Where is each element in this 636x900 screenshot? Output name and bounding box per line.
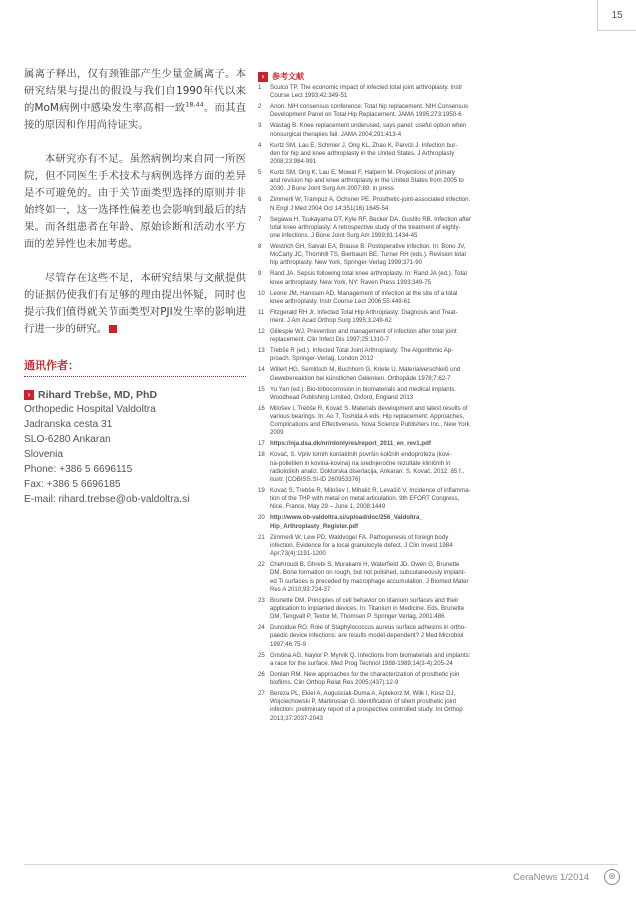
reference-item — [258, 290, 614, 306]
reference-item — [258, 386, 614, 402]
reference-link[interactable]: http://www.ob-valdoltra.si/upload/doc/256_Valdoltra_ Hip_Arthroplasty_Register.pdf — [270, 514, 423, 530]
reference-item — [258, 216, 614, 241]
reference-number: 6 — [258, 196, 262, 204]
reference-number: 21 — [258, 533, 265, 541]
body-paragraph-3: 尽管存在这些不足，本研究结果与文献提供的证据仍使我们有足够的理由提出怀疑，同时也提示我们值得就关节面类型对PJI发生率的影响进行进一步的研究。 — [24, 272, 246, 335]
reference-number: 7 — [258, 215, 262, 223]
reference-number: 19 — [258, 487, 265, 495]
author-street: Jadranska cesta 31 — [24, 419, 113, 430]
reference-number: 27 — [258, 689, 265, 697]
reference-item — [258, 328, 614, 344]
reference-text: Fitzgerald RH Jr. Infected Total Hip Arthroplasty: Diagnosis and Treat- ment. J Am Acad Orthop Surg 1995;3:249-62 — [270, 308, 458, 325]
reference-number: 18 — [258, 451, 265, 459]
reference-text: Westrich GH, Salvati EA, Brause B. Postoperative infection. In: Bono JV, McCarty JC, Thornhill TS, Bierbaum BE, Turner RH (eds.). Revision total hip arthroplasty. New York, Springer-Verlag 1999;371-90 — [270, 243, 466, 267]
reference-text: Anon. NIH consensus conference: Total hip replacement. NIH Consensus Development Panel on Total Hip Replacement. JAMA 1995;273:1950-6 — [270, 103, 469, 119]
author-country: Slovenia — [24, 449, 64, 460]
reference-number: 4 — [258, 141, 262, 149]
author-institution: Orthopedic Hospital Valdoltra — [24, 404, 156, 415]
reference-number: 22 — [258, 561, 265, 569]
reference-item[interactable] — [258, 440, 614, 448]
reference-item[interactable] — [258, 514, 614, 530]
reference-text: Yu Yan (ed.). Bio-tribocorrosion in biomaterials and medical implants. Woodhead Publishing Limited, Oxford, England 2013 — [270, 385, 457, 401]
reference-text: Trebše R (ed.). Infected Total Joint Arthroplasty: The Algorithmic Ap- proach. Springer-Verlag, London 2012 — [270, 347, 454, 363]
reference-item — [258, 652, 614, 668]
reference-number: 9 — [258, 270, 262, 278]
reference-item — [258, 451, 614, 484]
reference-number: 12 — [258, 328, 265, 336]
reference-text: Sculco TP. The economic impact of infected total joint arthroplasty. Instr Course Lect 1993;42:349-51 — [270, 84, 463, 100]
reference-number: 24 — [258, 624, 265, 632]
reference-item — [258, 196, 614, 212]
reference-item — [258, 690, 614, 723]
corresponding-author-heading: 通讯作者： — [24, 359, 79, 372]
reference-item — [258, 624, 614, 649]
reference-number: 20 — [258, 514, 265, 522]
author-email: E-mail: rihard.trebse@ob-valdoltra.si — [24, 494, 190, 505]
reference-number: 23 — [258, 596, 265, 604]
reference-number: 17 — [258, 440, 265, 448]
reference-text: Chehroudi B, Ghrebi S, Murakami H, Waterfield JD, Owen G, Brunette DM. Bone formation on rough, but not polished, subcutaneously implant- ed Ti surfaces is preceded by macrophage accumulation. J Biomed Mater Res A 2010;93:724-37 — [270, 561, 469, 593]
reference-item — [258, 103, 614, 119]
footer-divider — [24, 864, 618, 865]
reference-item — [258, 561, 614, 594]
citation-superscript: 18,44 — [185, 100, 204, 109]
body-paragraph-1: 属离子释出，仅有颈锥部产生少量金属离子。本研究结果与提出的假设与我们自1990年代以来的MoM病例中感染发生率高相一致$^{18,44}$。而其直接的原因和作用尚待证实。 — [24, 68, 246, 131]
reference-text: Bereza PL, Ekiel A, Auguściak-Duma A, Aptekorz M, Wilk I, Kusz DJ, Wojciechowski P, Martirosian G. Identification of silent prosthetic joint infection: preliminary report of a prospective controlled study. Int Orthop 2013;37:2037-2043 — [270, 689, 463, 722]
author-divider — [24, 376, 246, 377]
reference-item — [258, 142, 614, 167]
reference-number: 1 — [258, 84, 262, 91]
author-name-line — [24, 387, 246, 402]
end-of-article-mark — [109, 325, 117, 333]
reference-item — [258, 270, 614, 286]
reference-text: Rand JA. Sepsis following total knee arthroplasty. In: Rand JA (ed.). Total knee arthroplasty. New York, NY: Raven Press 1993;349-75 — [270, 270, 467, 286]
reference-number: 13 — [258, 347, 265, 355]
references-title: 参考文献 — [272, 72, 304, 81]
reference-number: 14 — [258, 366, 265, 374]
reference-link[interactable]: https://nja.dsa.dk/nr/rdonlyres/report_2011_en_rev1.pdf — [270, 440, 431, 448]
reference-text: Dunoidue RO. Role of Staphylococcus aureus surface adhesins in ortho- paedic device infections: are results model-dependent? J Med Microbiol 1997;46:75-9 — [270, 624, 467, 648]
footer-journal-issue: CeraNews 1/2014 — [513, 872, 590, 883]
reference-number: 11 — [258, 308, 265, 316]
reference-number: 16 — [258, 404, 265, 412]
reference-item — [258, 671, 614, 687]
arrow-right-icon: › — [258, 72, 268, 82]
references-list — [258, 84, 614, 726]
reference-item — [258, 366, 614, 382]
reference-number: 5 — [258, 169, 262, 177]
reference-item — [258, 84, 614, 100]
arrow-right-icon: › — [24, 390, 34, 400]
author-phone: Phone: +386 5 6696115 — [24, 464, 133, 475]
reference-text: Kovač S, Trebše R, Milošev I, Mihalič R, Levašič V. Incidence of inflamma- tion of the THP with metal on metal articulation. 9th EFORT Congress, Nice, France, May 29 – June 1, 2008:1449 — [270, 487, 471, 511]
reference-item — [258, 347, 614, 363]
author-city: SLO-6280 Ankaran — [24, 434, 111, 445]
reference-number: 26 — [258, 670, 265, 678]
reference-item — [258, 487, 614, 512]
reference-text: Segawa H, Tsukayama DT, Kyle RF, Becker DA, Gustilo RB. Infection after total knee arthroplasty: A retrospective study of the treatment of eighty- one infections. J Bone Joint Surg Am 1999;81:1434-45 — [270, 215, 472, 240]
reference-text: Kurtz SM, Lau E, Schmier J, Ong KL, Zhao K, Parvizi J. Infection bur- den for hip and knee arthroplasty in the United States. J Arthroplasty 2008;23:984-991 — [270, 141, 458, 166]
reference-text: Zimmerli W, Trampuz A, Ochsner PE. Prosthetic-joint-associated infection. N Engl J Med 2004 Oct 14;351(16):1645-54 — [270, 196, 471, 212]
reference-text: Brunette DM. Principles of cell behavior on titanium surfaces and their application to implanted devices. In: Titanium in Medicine. Eds. Brunette DM, Tengvall P, Textor M, Thomsen P. Springer Verlag, 2001:486 — [270, 596, 465, 621]
reference-text: Gristina AG, Naylor P, Myrvik Q. Infections from biomaterials and implants: a race for the surface. Med Prog Technol 1988-1989;14(3-4):205-24 — [270, 651, 471, 667]
reference-number: 10 — [258, 289, 265, 297]
reference-number: 8 — [258, 243, 262, 251]
reference-text: Donlan RM. New approaches for the characterization of prosthetic join biofilms. Clin Orthop Relat Res 2005;(437):12-9 — [270, 670, 460, 686]
reference-text: Zimmerli W, Lew PD, Waldvogel FA. Pathogenesis of foreign body infection. Evidence for a local granulocyte defect. J Clin Invest 1984 Apr;73(4):1191-1200 — [270, 533, 453, 558]
body-paragraph-2: 本研究亦有不足。虽然病例均来自同一所医院，但不同医生手术技术与病例选择方面的差异是不可避免的。由于关节面类型选择的原则并非始终如一，这一选择性偏差也会影响到最后的结果。而各组患者在年龄、原始诊断和活动水平方面的差异性也未加考虑。 — [24, 153, 246, 250]
reference-item — [258, 243, 614, 268]
reference-item — [258, 405, 614, 438]
reference-item — [258, 597, 614, 622]
reference-item — [258, 122, 614, 138]
page-number: 15 — [597, 0, 636, 31]
reference-number: 2 — [258, 103, 262, 111]
reference-item — [258, 169, 614, 194]
reference-text: Wastag B. Knee replacement underused, says panel: useful option when nonsurgical therapies fail. JAMA 2004;291:413-4 — [270, 122, 467, 138]
journal-logo-icon: ⊛ — [604, 869, 620, 885]
reference-text: Leone JM, Hanssen AD. Management of infection at the site of a total knee arthroplasty. Instr Course Lect 2006;55:449-61 — [270, 289, 458, 305]
reference-number: 25 — [258, 651, 265, 659]
reference-text: Kurtz SM, Ong K, Lau E, Mowat F, Halpern M. Projections of primary and revision hip and knee arthroplasty in the United States from 2005 to 2030. J Bone Joint Surg Am 2007;89: in press — [270, 169, 464, 193]
author-fax: Fax: +386 5 6696185 — [24, 479, 121, 490]
body-text — [24, 66, 246, 338]
reference-text: Gillespie WJ. Prevention and management of infection after total joint replacement. Clin Infect Dis 1997;25:1310-7 — [270, 328, 457, 344]
reference-text: Willert HG, Semlitsch M, Buchhorn G, Kriete U. Materialverschleiß und Gewebereaktion bei künstlichen Gelenken. Orthopäde 1978;7:62-7 — [270, 366, 461, 382]
reference-item — [258, 309, 614, 325]
reference-number: 15 — [258, 385, 265, 393]
reference-text: Kovač, S. Vpliv tornih kontaktnih površin kolčnih endoproteza (kovi- na-polietilen in kovina-kovina) na srednjeročne rezultate kliničnih in radioloških analiz. Doktorska disertacija, Ankaran: S. Kovač, 2012. 85 f., ilustr. [COBISS.SI-ID 260953376] — [270, 451, 465, 484]
reference-text: Milošev I, Trebše R, Kovač S. Materials development and latest results of various bearings. In: Ao T, Toshida A eds. Hip replacement: Approaches, Complications and Effectiveness. Nova Science Publishers Inc., New York 2009 — [270, 404, 470, 437]
reference-item — [258, 534, 614, 559]
reference-number: 3 — [258, 122, 262, 130]
author-contact — [24, 387, 246, 507]
references-heading — [258, 71, 304, 82]
author-name: Rihard Trebše, MD, PhD — [38, 388, 158, 401]
